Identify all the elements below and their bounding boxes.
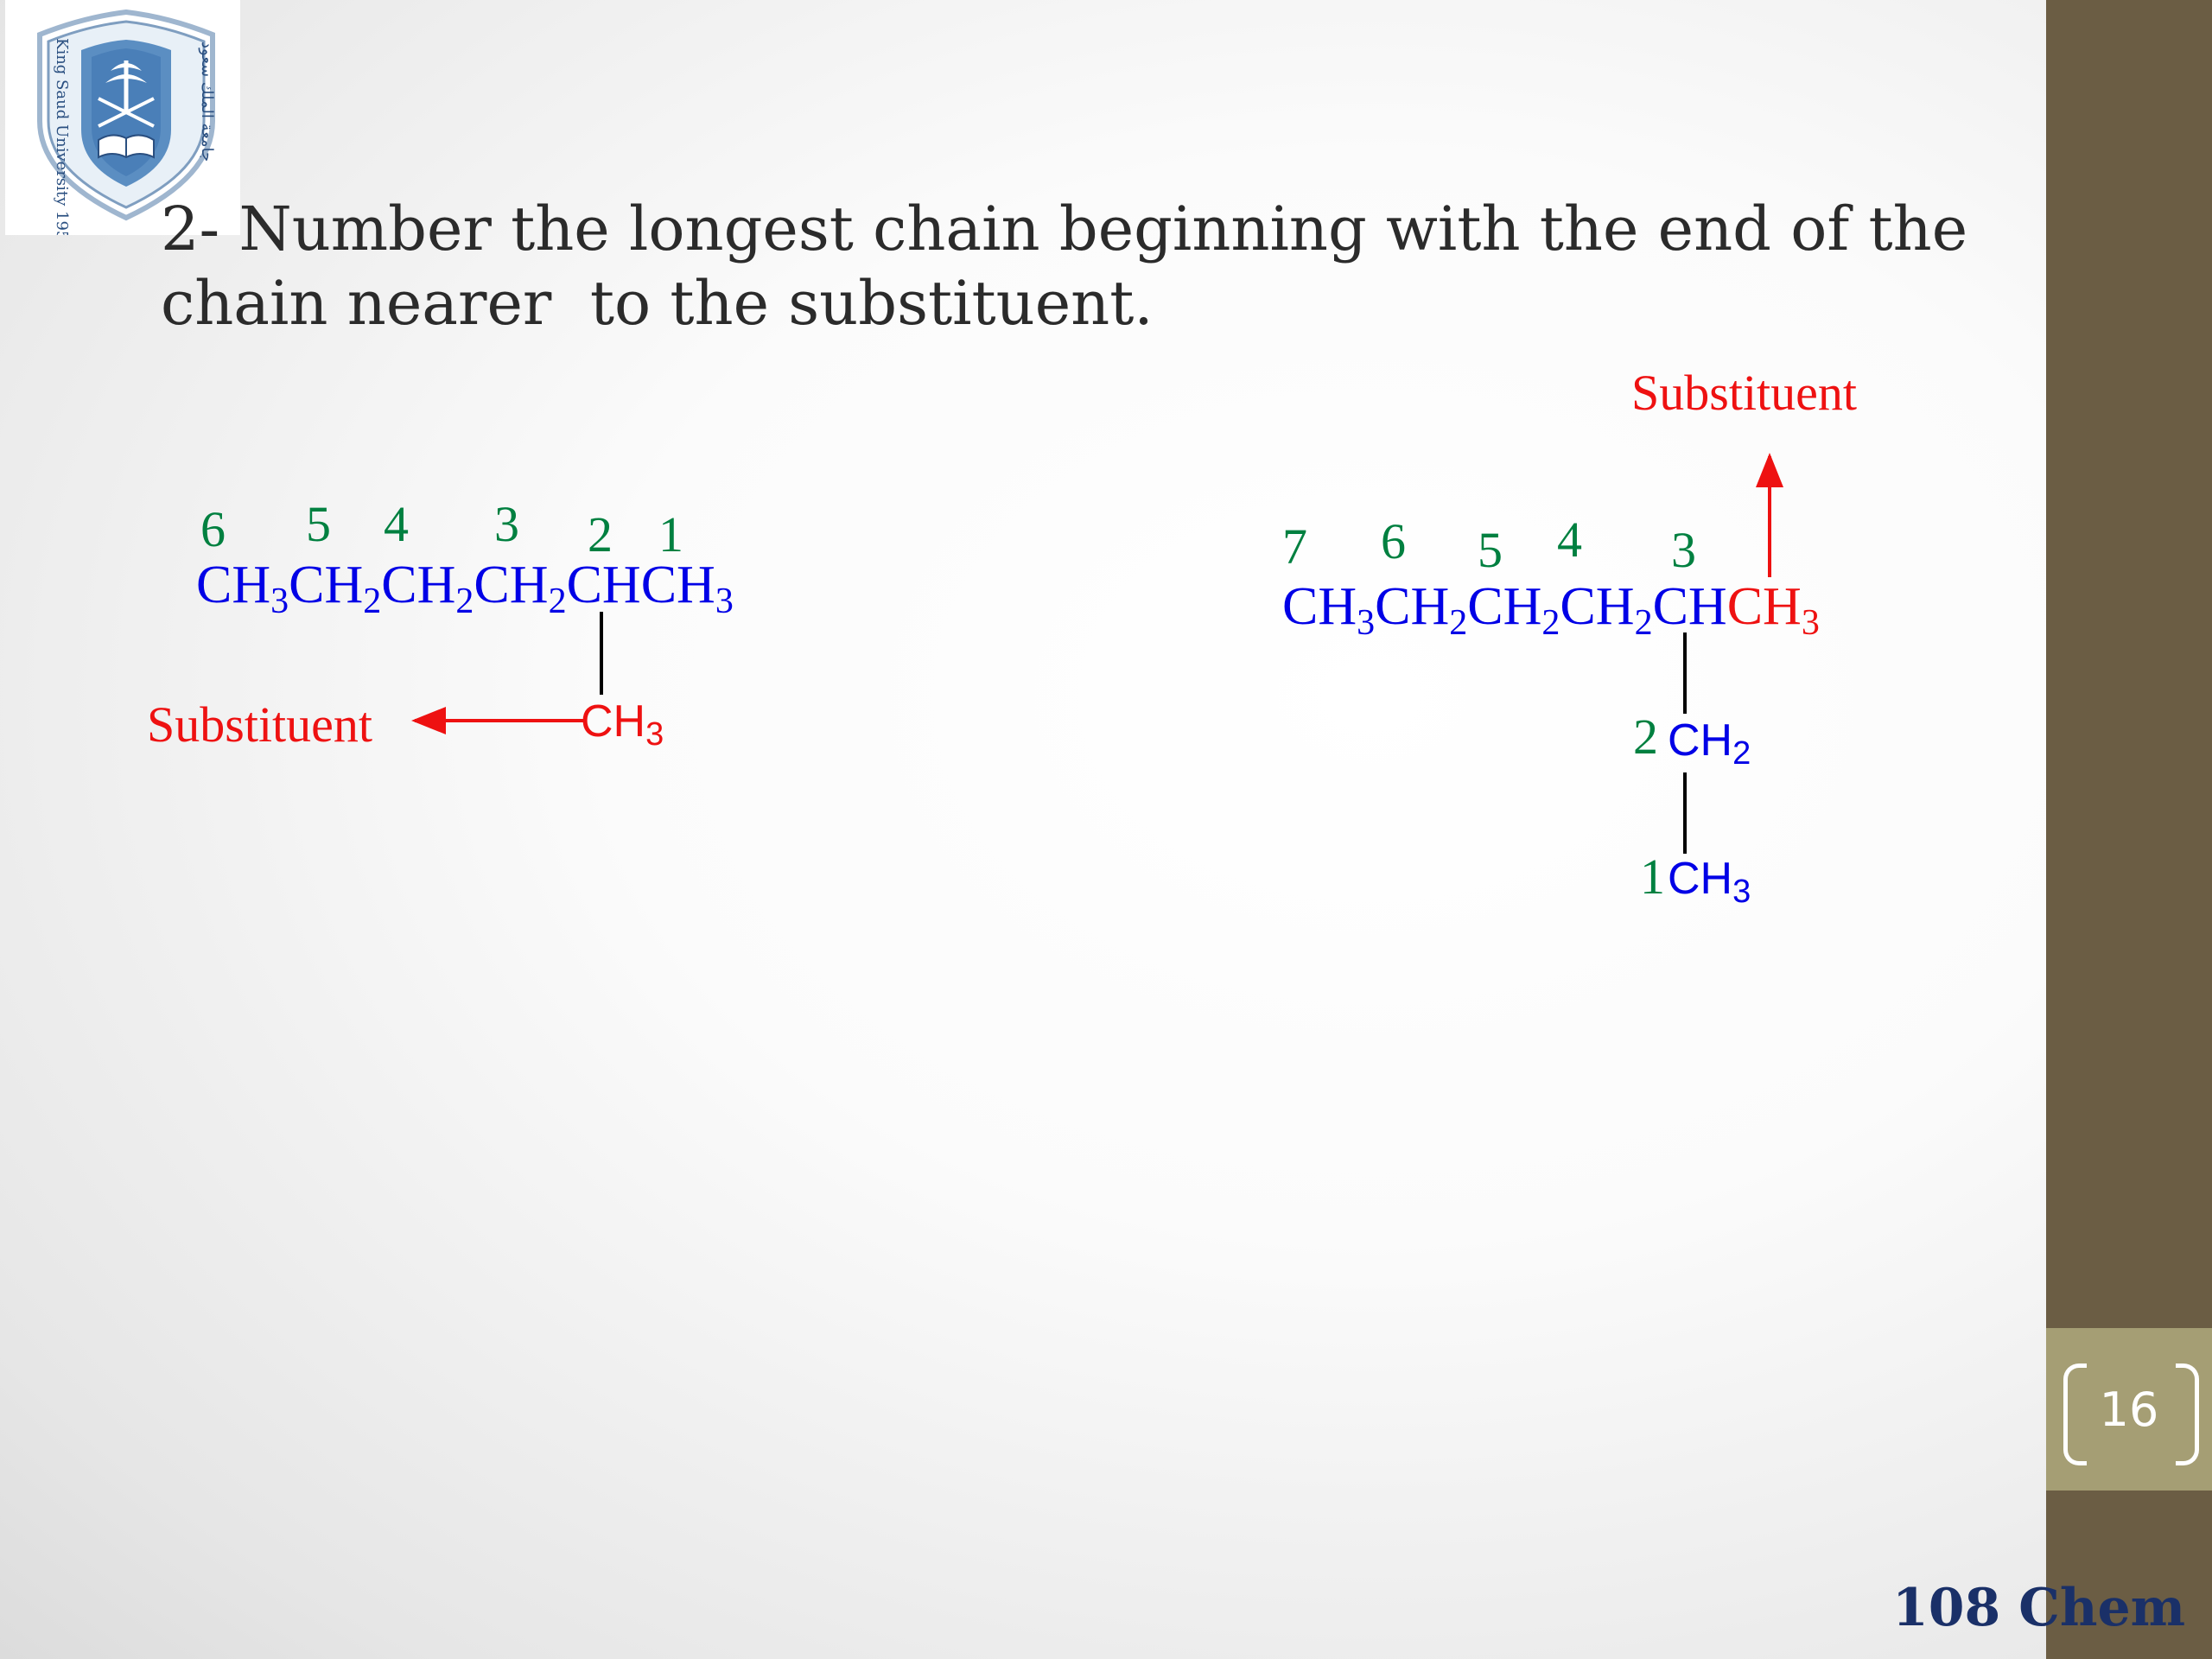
footer-course-label: 108 Chem	[1892, 1578, 2186, 1638]
right-main-chain-formula: CH3CH2CH2CH2CHCH3	[1282, 577, 1820, 643]
right-chain-numbers	[1282, 512, 1696, 905]
left-number-6: 6	[200, 501, 226, 557]
left-branch-ch3: CH3	[581, 696, 664, 753]
right-number-1: 1	[1640, 849, 1665, 905]
right-number-3: 3	[1671, 522, 1696, 578]
right-branch-ch2: CH2	[1668, 715, 1751, 772]
heading-line-2: chain nearer to the substituent.	[161, 268, 1154, 339]
left-number-4: 4	[384, 496, 409, 552]
right-branch-ch3: CH3	[1668, 854, 1751, 910]
right-number-2: 2	[1633, 709, 1658, 765]
left-substituent-label: Substituent	[147, 696, 373, 753]
left-number-2: 2	[588, 506, 613, 563]
right-number-7: 7	[1282, 518, 1307, 575]
left-number-5: 5	[306, 496, 331, 552]
molecule-right	[1282, 365, 1857, 910]
molecule-left	[147, 496, 734, 753]
right-number-5: 5	[1478, 522, 1503, 578]
right-substituent-label: Substituent	[1631, 365, 1858, 421]
left-number-1: 1	[658, 506, 683, 563]
left-main-chain-formula: CH3CH2CH2CH2CHCH3	[196, 556, 734, 621]
right-number-4: 4	[1557, 512, 1582, 568]
left-number-3: 3	[494, 496, 519, 552]
svg-text:جامعة الملك سعود: جامعة الملك سعود	[198, 41, 216, 162]
right-number-6: 6	[1381, 513, 1406, 569]
page-number: 16	[2099, 1382, 2159, 1437]
svg-text:King Saud University 1957: King Saud University 1957	[53, 38, 71, 235]
left-chain-numbers	[200, 496, 683, 563]
heading-line-1: 2- Number the longest chain beginning with the end of the	[161, 194, 1968, 264]
